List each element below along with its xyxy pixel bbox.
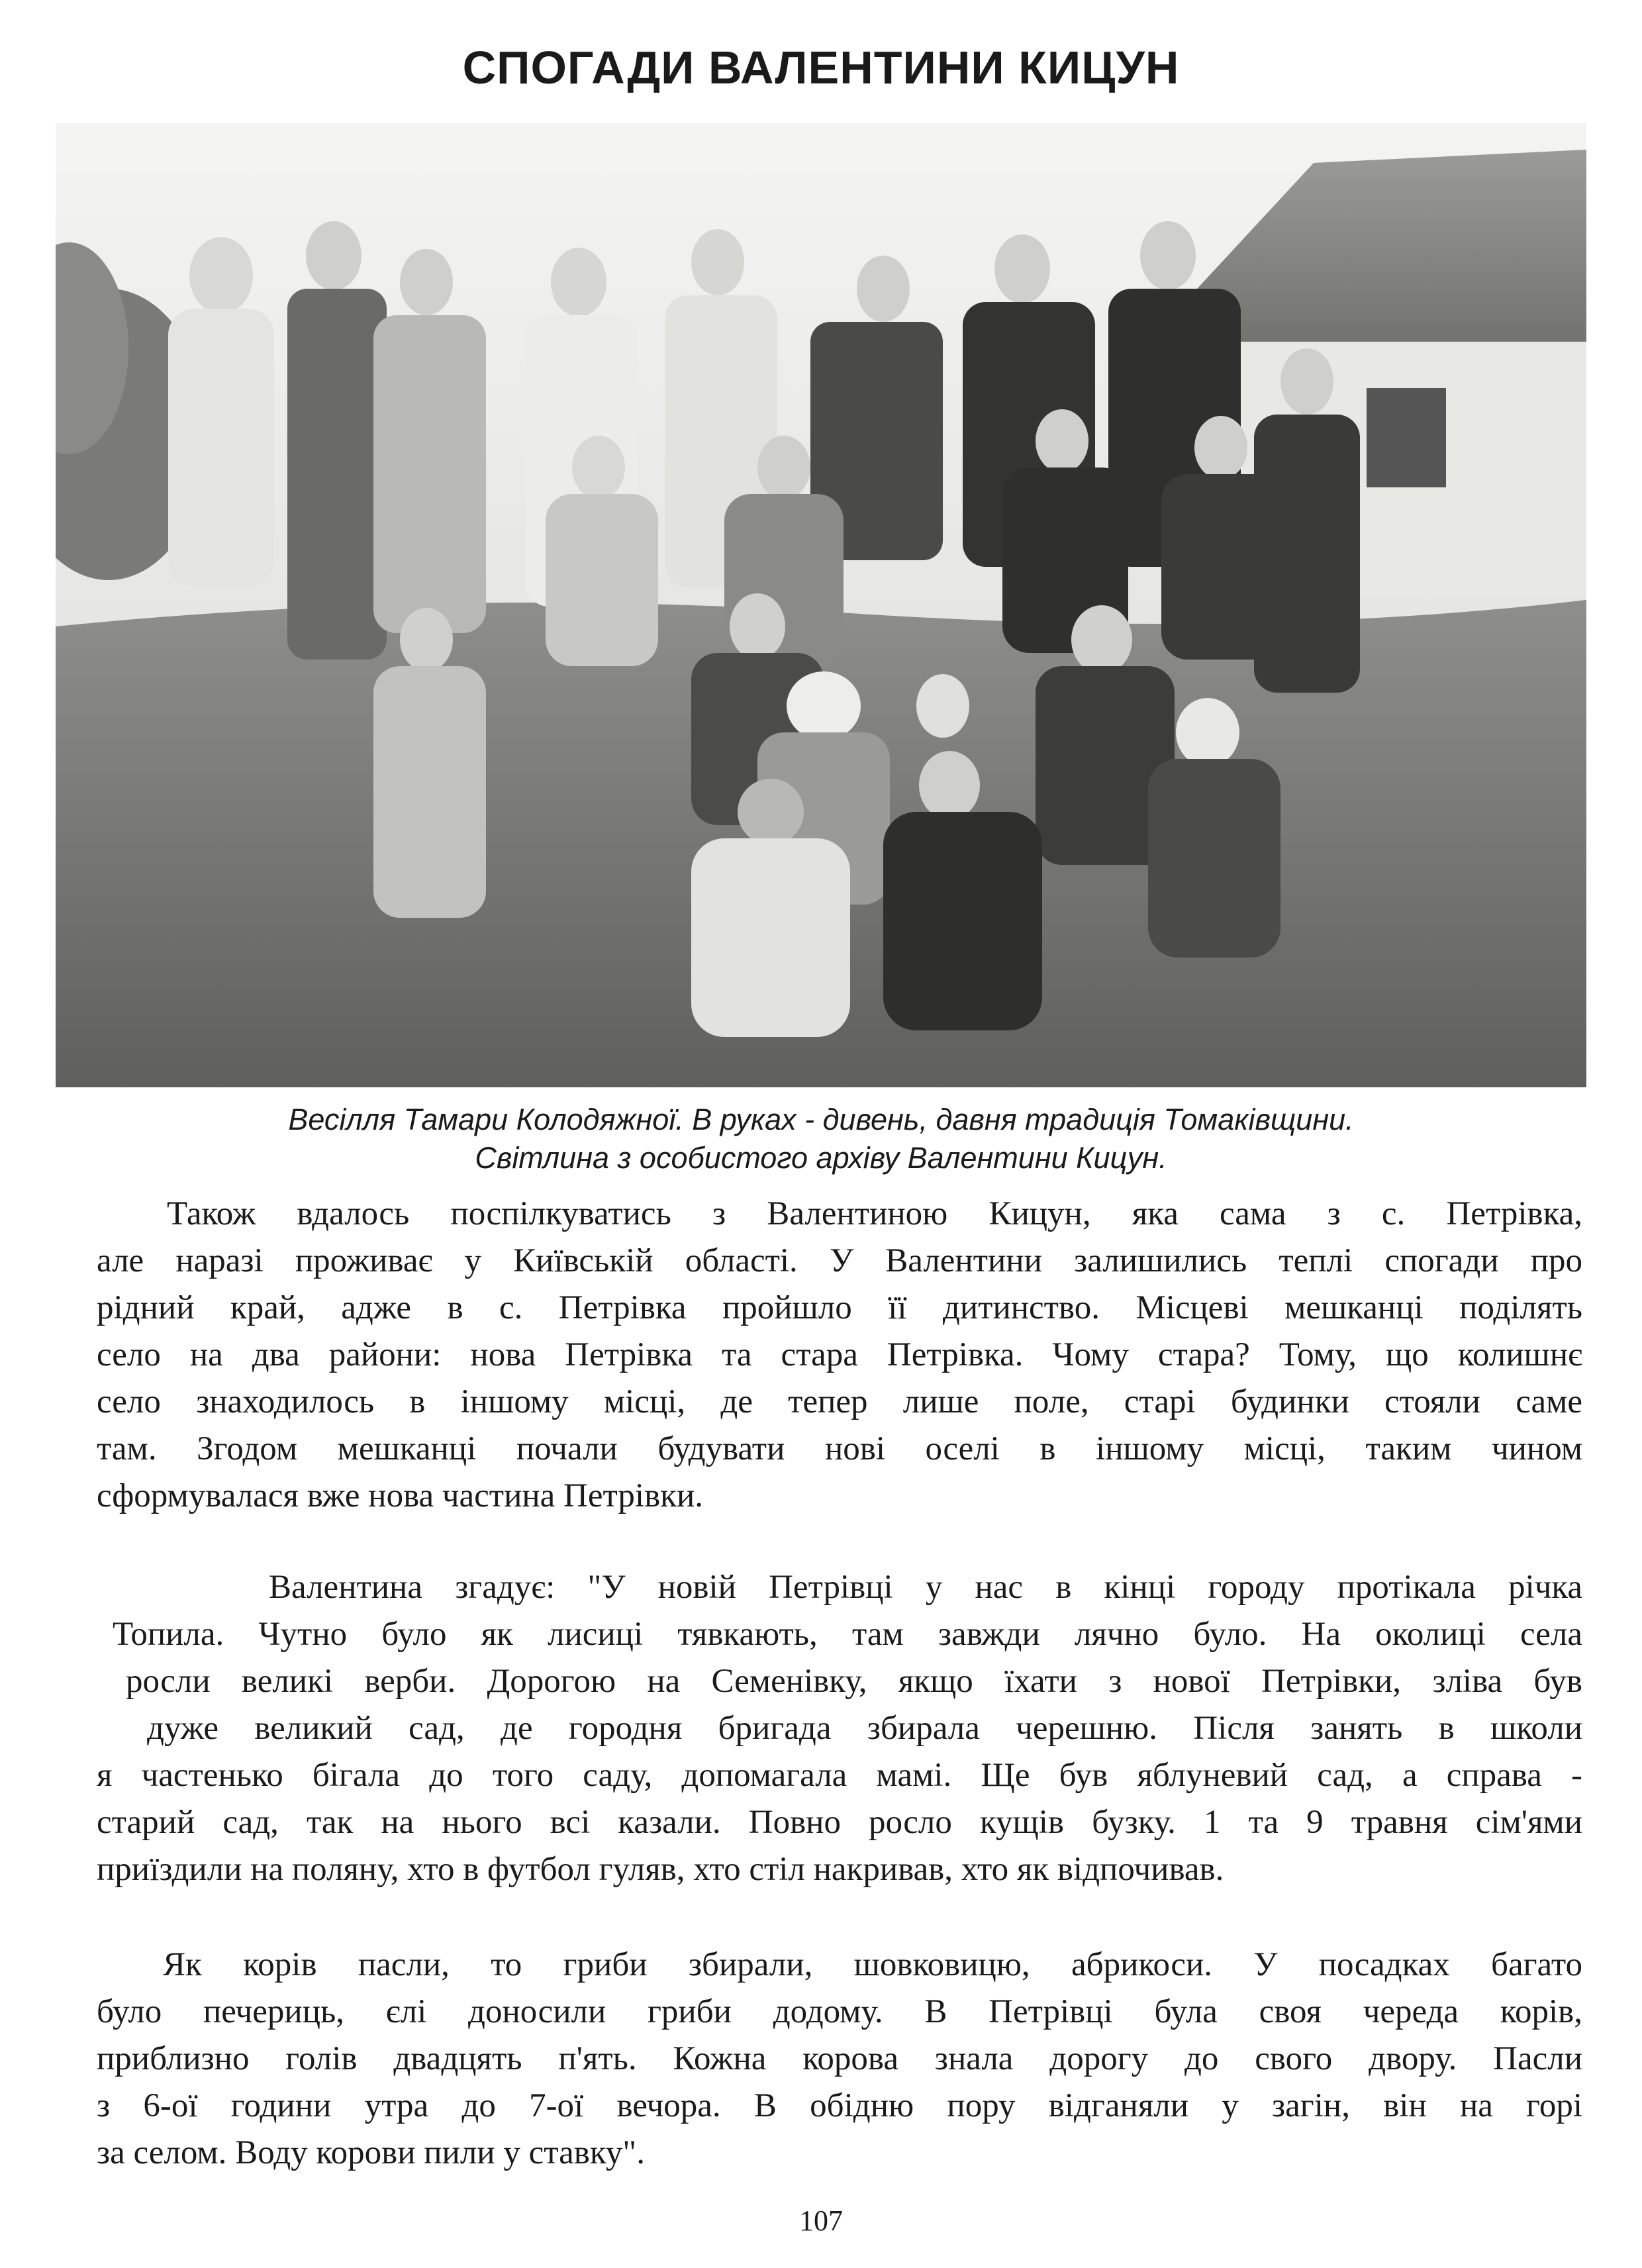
text-line: було печериць, єлі доносили гриби додому. В Петрівці була своя череда корів, xyxy=(97,1993,1582,2030)
text-line: Топила. Чутно було як лисиці тявкають, там завжди лячно було. На околиці села xyxy=(113,1616,1582,1653)
paragraph xyxy=(97,1191,1582,1520)
text-line: я частенько бігала до того саду, допомагала мамі. Ще був яблуневий сад, а справа - xyxy=(97,1757,1582,1794)
text-line: приїздили на поляну, хто в футбол гуляв, хто стіл накривав, хто як відпочивав. xyxy=(97,1851,1224,1888)
page-title: СПОГАДИ ВАЛЕНТИНИ КИЦУН xyxy=(462,42,1180,93)
text-line: старий сад, так на нього всі казали. Повно росло кущів бузку. 1 та 9 травня сім'ями xyxy=(97,1804,1582,1841)
text-line: з 6-ої години утра до 7-ої вечора. В обідню пору відганяли у загін, він на горі xyxy=(97,2087,1582,2124)
text-line: приблизно голів двадцять п'ять. Кожна корова знала дорогу до свого двору. Пасли xyxy=(97,2040,1582,2077)
text-line: Валентина згадує: "У новій Петрівці у нас в кінці городу протікала річка xyxy=(269,1569,1582,1606)
text-line: там. Згодом мешканці почали будувати нові оселі в іншому місці, таким чином xyxy=(97,1430,1582,1467)
text-line: рідний край, адже в с. Петрівка пройшло її дитинство. Місцеві мешканці поділять xyxy=(97,1289,1582,1326)
text-line: росли великі верби. Дорогою на Семенівку, якщо їхати з нової Петрівки, зліва був xyxy=(126,1663,1582,1700)
wedding-photo xyxy=(56,123,1586,1087)
page-number: 107 xyxy=(799,2204,843,2237)
text-line: дуже великий сад, де городня бригада збирала черешню. Після занять в школи xyxy=(147,1710,1582,1747)
text-line: але наразі проживає у Київській області. У Валентини залишились теплі спогади про xyxy=(97,1242,1582,1279)
photo-caption xyxy=(0,1101,1642,1177)
paragraph xyxy=(97,1942,1582,2177)
paragraph xyxy=(97,1564,1582,1893)
text-line: сформувалася вже нова частина Петрівки. xyxy=(97,1477,704,1514)
text-line: Також вдалось поспілкуватись з Валентиною Кицун, яка сама з с. Петрівка, xyxy=(167,1195,1582,1232)
text-line: село на два райони: нова Петрівка та стара Петрівка. Чому стара? Тому, що колишнє xyxy=(97,1336,1582,1373)
caption-line: Весілля Тамари Колодяжної. В руках - дивень, давня традиція Томаківщини. xyxy=(288,1103,1354,1136)
caption-line: Світлина з особистого архіву Валентини Кицун. xyxy=(475,1141,1167,1175)
text-line: за селом. Воду корови пили у ставку". xyxy=(97,2134,645,2171)
text-line: село знаходилось в іншому місці, де тепер лише поле, старі будинки стояли саме xyxy=(97,1383,1582,1420)
text-line: Як корів пасли, то гриби збирали, шовковицю, абрикоси. У посадках багато xyxy=(163,1946,1582,1983)
